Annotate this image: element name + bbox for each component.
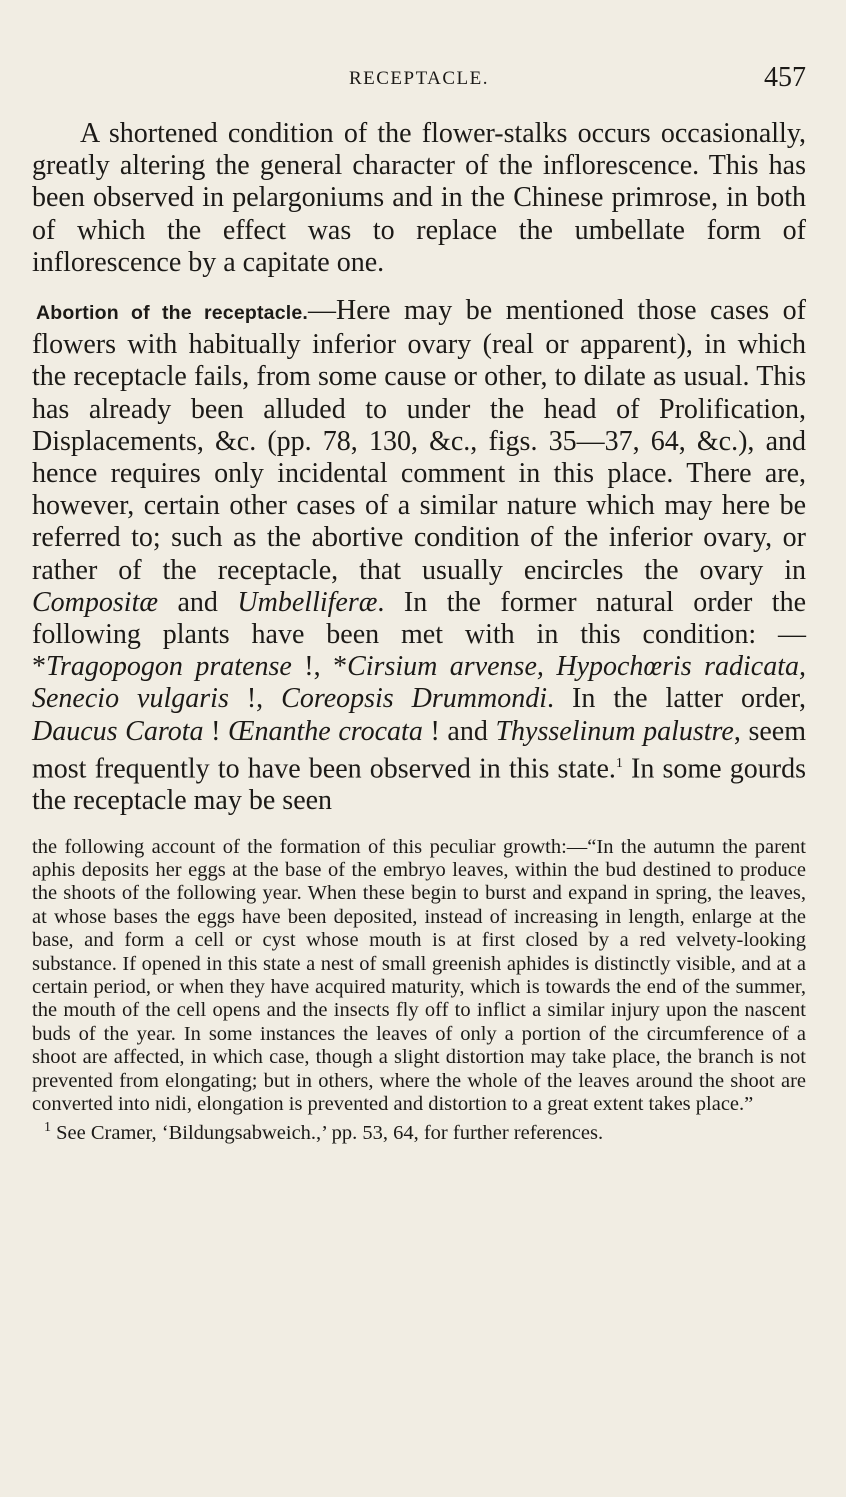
text-segment: In some gourds the receptacle may be seen: [32, 753, 806, 817]
text-segment: !, *: [291, 651, 348, 683]
paragraph-shortened-flower-stalks: A shortened condition of the flower-stalks occurs occasionally, greatly altering the general character of the inflorescence. This has been observed in pelargoniums and in the Chinese primrose, in both of which the effect was to replace the umbellate form of inflorescence by a capitate one.: [32, 118, 806, 278]
section-heading: Abortion of the receptacle.: [36, 302, 309, 325]
paragraph-abortion-of-receptacle: [32, 295, 806, 818]
running-title: RECEPTACLE.: [348, 68, 490, 89]
species-name: Daucus Carota: [32, 715, 204, 747]
species-name: Œnanthe crocata: [228, 715, 423, 747]
text-segment: , seem most frequently to have been observed in this state.: [32, 715, 806, 785]
text-segment: and: [158, 586, 238, 618]
text-segment: . In the latter order,: [547, 683, 807, 715]
taxon-name: Umbelliferæ: [237, 586, 378, 618]
species-name: Cirsium arvense, Hypochœris radicata, Senecio vulgaris: [32, 651, 807, 715]
species-name: Tragopogon pratense: [46, 651, 292, 683]
text-segment: . In the former natural order the following plants have been met with in this condition: — *: [32, 586, 807, 683]
species-name: Coreopsis Drummondi: [281, 683, 548, 715]
text-segment: ! and: [422, 715, 496, 747]
footnotes: [32, 836, 806, 1146]
page-number: 457: [764, 62, 806, 93]
text-segment: !: [203, 715, 229, 747]
footnote-mark: 1: [44, 1120, 51, 1136]
footnote-reference: 1: [615, 755, 623, 771]
running-head: [32, 62, 806, 106]
species-name: Thysselinum palustre: [495, 715, 734, 747]
taxon-name: Compositæ: [32, 586, 159, 618]
footnote-text: See Cramer, ‘Bildungsabweich.,’ pp. 53, 64, for further references.: [51, 1122, 604, 1145]
text-segment: !,: [228, 683, 282, 715]
book-page: [32, 62, 806, 1146]
text-segment: —Here may be mentioned those cases of flowers with habitually inferior ovary (real or apparent), in which the receptacle fails, from some cause or other, to dilate as usual. This has already been alluded to under the head of Prolification, Displacements, &c. (pp. 78, 130, &c., figs. 35—37, 64, &c.), and hence requires only incidental comment in this place. There are, however, certain other cases of a similar nature which may here be referred to; such as the abortive condition of the inferior ovary, or rather of the receptacle, that usually encircles the ovary in: [32, 295, 806, 586]
footnote-continuation: the following account of the formation of this peculiar growth:—“In the autumn the parent aphis deposits her eggs at the base of the embryo leaves, within the bud destined to produce the shoots of the following year. When these begin to burst and expand in spring, the leaves, at whose bases the eggs have been deposited, instead of increasing in length, enlarge at the base, and form a cell or cyst whose mouth is at first closed by a red velvety-looking substance. If opened in this state a nest of small greenish aphides is distinctly visible, and at a certain period, or when they have acquired maturity, which is towards the end of the summer, the mouth of the cell opens and the insects fly off to inflict a similar injury upon the nascent buds of the year. In some instances the leaves of only a portion of the circumference of a shoot are affected, in which case, though a slight distortion may take place, the branch is not prevented from elongating; but in others, where the whole of the leaves around the shoot are converted into nidi, elongation is prevented and distortion to a great extent takes place.”: [32, 835, 806, 1116]
footnote-1: [32, 1116, 806, 1145]
